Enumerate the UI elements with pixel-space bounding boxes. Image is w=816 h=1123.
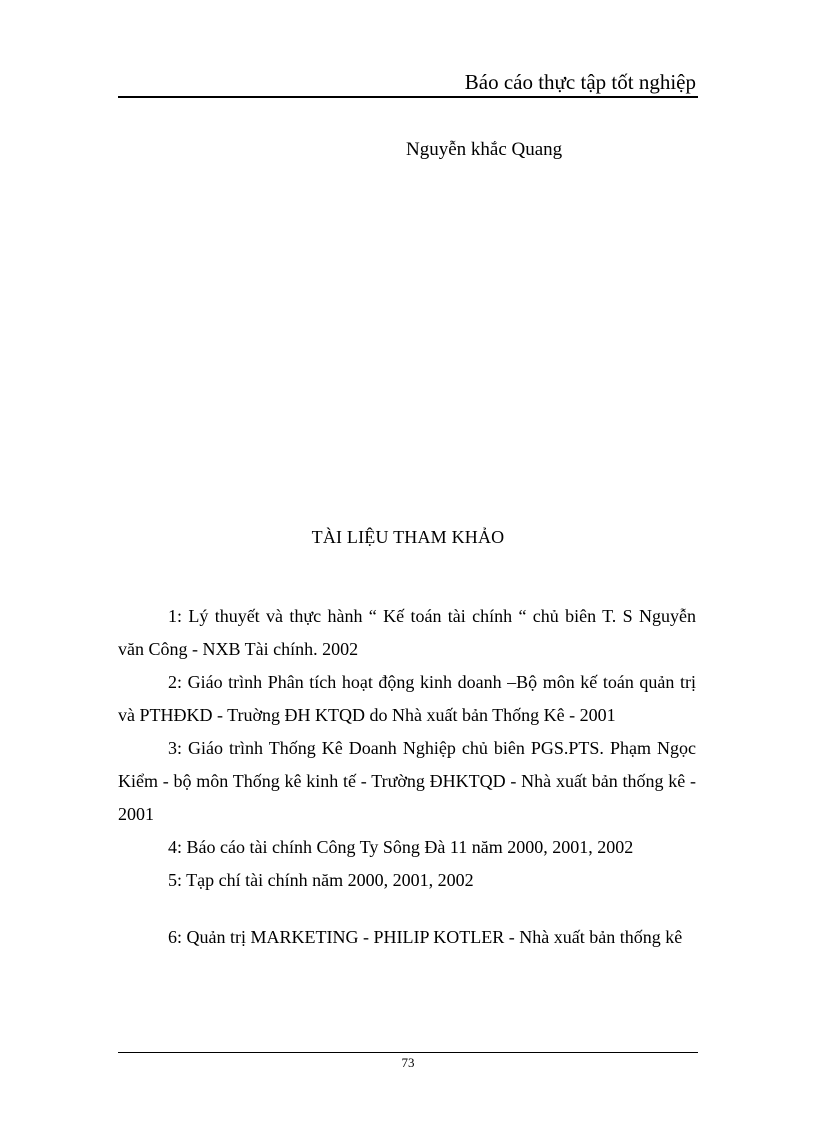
page-number: 73 [401, 1055, 415, 1070]
reference-item-1: 1: Lý thuyết và thực hành “ Kế toán tài chính “ chủ biên T. S Nguyễn văn Công - NXB Tài chính. 2002 [118, 606, 696, 659]
reference-item-4: 4: Báo cáo tài chính Công Ty Sông Đà 11 năm 2000, 2001, 2002 [168, 837, 634, 857]
reference-item-3: 3: Giáo trình Thống Kê Doanh Nghiệp chủ biên PGS.PTS. Phạm Ngọc Kiểm - bộ môn Thống kê kinh tế - Trường ĐHKTQD - Nhà xuất bản thống kê - 2001 [118, 738, 696, 824]
footer-rule [118, 1052, 698, 1053]
reference-item-6: 6: Quản trị MARKETING - PHILIP KOTLER - Nhà xuất bản thống kê [168, 927, 683, 947]
page-header-title: Báo cáo thực tập tốt nghiệp [464, 70, 696, 94]
header-rule [118, 96, 698, 98]
references-list [118, 600, 696, 954]
reference-item-2: 2: Giáo trình Phân tích hoạt động kinh doanh –Bộ môn kế toán quản trị và PTHĐKD - Truờng ĐH KTQD do Nhà xuất bản Thống Kê - 2001 [118, 672, 696, 725]
reference-item-5: 5: Tạp chí tài chính năm 2000, 2001, 2002 [168, 870, 474, 890]
author-name: Nguyễn khắc Quang [406, 139, 563, 160]
references-heading: TÀI LIỆU THAM KHẢO [311, 527, 505, 547]
